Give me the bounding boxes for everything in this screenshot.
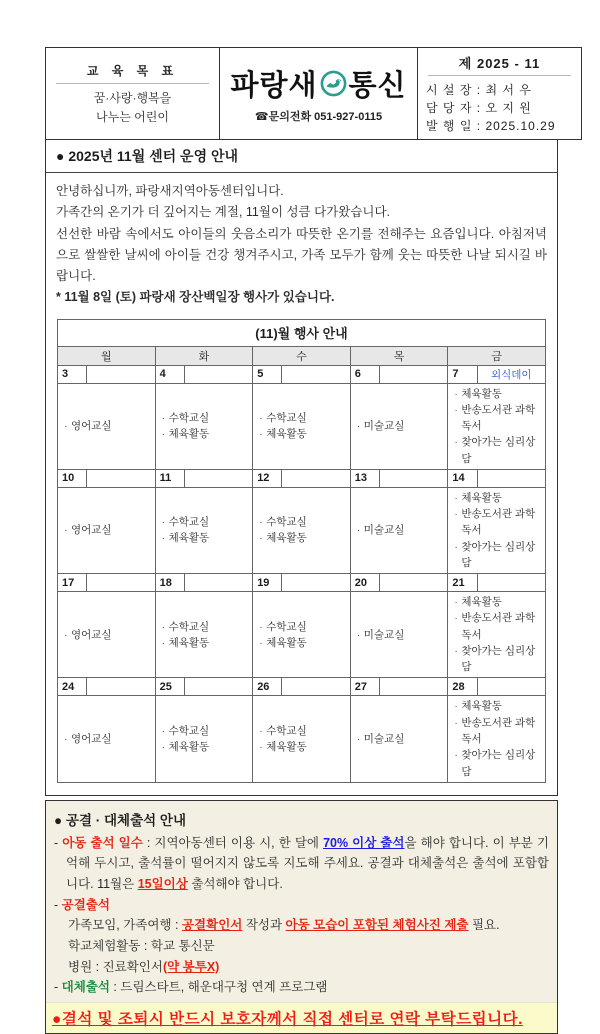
- substitute-attendance-label: 대체출석: [61, 980, 110, 995]
- calendar-activity-cell: [350, 383, 448, 469]
- divider: [56, 83, 209, 84]
- greeting-line3: 선선한 바람 속에서도 아이들의 웃음소리가 따뜻한 온기를 전해주는 요즘입니다. 아침저녁으로 쌀쌀한 날씨에 아이들 건강 챙겨주시고, 가족 모두가 함께 웃는 따뜻한 나날 되시길 바랍니다.: [56, 226, 547, 283]
- date-event-label: [380, 678, 447, 695]
- text: : 드림스타트, 해운대구청 연계 프로그램: [109, 980, 328, 995]
- date-number: 5: [253, 366, 282, 383]
- dash: -: [54, 897, 62, 912]
- calendar-date-cell: [253, 365, 351, 383]
- activity-item: · 미술교실: [357, 731, 445, 747]
- activity-item: · 체육활동: [454, 594, 542, 610]
- school-activity-line: 학교체험활동 : 학교 통신문: [68, 938, 215, 953]
- activity-item: · 영어교실: [64, 627, 152, 643]
- substitute-attendance-line: [54, 977, 549, 998]
- date-number: 10: [58, 470, 87, 487]
- brand-text-left: 파랑새: [230, 70, 318, 102]
- greeting-line2: 가족간의 온기가 더 깊어지는 계절, 11월이 성큼 다가왔습니다.: [56, 205, 391, 220]
- issue-number: 제 2025 - 11: [458, 56, 541, 71]
- calendar-activity-cell: [350, 487, 448, 573]
- calendar-date-cell: [253, 574, 351, 592]
- date-event-label: [380, 470, 447, 487]
- attendance-days-label: 아동 출석 일수: [62, 835, 143, 850]
- date-event-label: 외식데이: [490, 368, 532, 381]
- calendar-date-cell: [155, 365, 253, 383]
- weekday-header: 화: [155, 346, 253, 365]
- brand-text-right: 통신: [348, 70, 407, 102]
- divider: [428, 75, 571, 76]
- activity-item: · 수학교실: [162, 723, 250, 739]
- activity-item: · 체육활동: [454, 698, 542, 714]
- activity-item: · 미술교실: [357, 627, 445, 643]
- activity-item: · 수학교실: [259, 514, 347, 530]
- date-event-label: [185, 574, 252, 591]
- date-number: 27: [351, 678, 380, 695]
- calendar-activity-cell: [253, 487, 351, 573]
- date-event-label: [87, 678, 154, 695]
- fifteen-days-highlight: 15일이상: [137, 877, 188, 892]
- activity-item: · 찾아가는 심리상담: [454, 747, 542, 780]
- calendar-activity-cell: [253, 383, 351, 469]
- date-event-label: [87, 574, 154, 591]
- activity-item: · 찾아가는 심리상담: [454, 539, 542, 572]
- date-number: 20: [351, 574, 380, 591]
- date-event-label: [478, 574, 545, 591]
- education-goal-line2: 나누는 어린이: [96, 110, 169, 124]
- activity-item: · 체육활동: [454, 386, 542, 402]
- activity-item: · 수학교실: [259, 619, 347, 635]
- date-number: 26: [253, 678, 282, 695]
- date-event-label: [185, 470, 252, 487]
- activity-item: · 찾아가는 심리상담: [454, 643, 542, 676]
- greeting-line1: 안녕하십니까, 파랑새지역아동센터입니다.: [56, 184, 284, 198]
- date-event-label: [282, 366, 349, 383]
- calendar-date-cell: [350, 469, 448, 487]
- activity-item: · 체육활동: [454, 490, 542, 506]
- calendar-activity-cell: [155, 696, 253, 782]
- date-event-label: [282, 470, 349, 487]
- date-number: 17: [58, 574, 87, 591]
- newsletter-page: [45, 47, 558, 1034]
- date-number: 3: [58, 366, 87, 383]
- education-goal-cell: [46, 48, 220, 140]
- date-event-label: [478, 678, 545, 695]
- director-row: 시 설 장 : 최 서 우: [426, 83, 532, 97]
- no-medicine-bag-highlight: (약 봉투X): [162, 959, 220, 974]
- calendar-table: [57, 319, 546, 783]
- weekday-header: 수: [253, 346, 351, 365]
- calendar-activity-cell: [58, 383, 156, 469]
- phone-line: ☎문의전화 051-927-0115: [254, 111, 383, 123]
- calendar-date-cell: [350, 678, 448, 696]
- calendar-date-cell: [58, 469, 156, 487]
- calendar-date-cell: [448, 365, 546, 383]
- weekday-header: 금: [448, 346, 546, 365]
- date-event-label: [87, 366, 154, 383]
- activity-item: · 반송도서관 과학독서: [454, 506, 542, 539]
- text: 병원 : 진료확인서: [68, 959, 163, 974]
- date-number: 6: [351, 366, 380, 383]
- issue-info-cell: [418, 48, 582, 140]
- calendar-activity-cell: [253, 696, 351, 782]
- calendar-date-cell: [155, 469, 253, 487]
- hospital-line: [54, 957, 549, 978]
- activity-item: · 체육활동: [259, 635, 347, 651]
- activity-item: · 수학교실: [259, 410, 347, 426]
- date-event-label: [380, 574, 447, 591]
- date-number: 19: [253, 574, 282, 591]
- attendance-notice-box: [45, 800, 558, 1034]
- calendar-date-cell: [58, 678, 156, 696]
- calendar-activity-cell: [58, 487, 156, 573]
- weekday-header: 목: [350, 346, 448, 365]
- calendar-title: (11)월 행사 안내: [58, 319, 546, 346]
- date-number: 14: [448, 470, 477, 487]
- date-number: 28: [448, 678, 477, 695]
- section-title-operation: ● 2025년 11월 센터 운영 안내: [46, 140, 557, 173]
- date-number: 7: [448, 366, 477, 383]
- bluebird-logo-icon: [319, 70, 348, 97]
- activity-item: · 영어교실: [64, 418, 152, 434]
- date-event-label: [380, 366, 447, 383]
- calendar-date-cell: [448, 678, 546, 696]
- excuse-form-highlight: 공결확인서: [181, 918, 243, 933]
- photo-required-highlight: 아동 모습이 포함된 체험사진 제출: [285, 918, 469, 933]
- date-event-label: [185, 366, 252, 383]
- manager-row: 담 당 자 : 오 지 원: [426, 101, 532, 115]
- calendar-activity-cell: [350, 592, 448, 678]
- education-goal-line1: 꿈·사랑·행복을: [93, 91, 172, 106]
- dash: -: [54, 980, 62, 995]
- activity-item: · 반송도서관 과학독서: [454, 402, 542, 435]
- brand-cell: [220, 48, 418, 140]
- excused-attendance-label: 공결출석: [61, 897, 110, 912]
- calendar-activity-cell: [58, 696, 156, 782]
- date-event-label: [185, 678, 252, 695]
- activity-item: · 반송도서관 과학독서: [454, 715, 542, 748]
- date-event-label: [282, 678, 349, 695]
- calendar-date-cell: [448, 574, 546, 592]
- calendar-activity-cell: [448, 383, 546, 469]
- text: 가족모임, 가족여행 :: [68, 918, 182, 933]
- family-event-line: [54, 915, 549, 936]
- calendar-date-cell: [350, 574, 448, 592]
- date-number: 21: [448, 574, 477, 591]
- calendar-activity-cell: [448, 487, 546, 573]
- activity-item: · 영어교실: [64, 731, 152, 747]
- date-number: 13: [351, 470, 380, 487]
- activity-item: · 영어교실: [64, 522, 152, 538]
- calendar-date-cell: [253, 469, 351, 487]
- date-number: 4: [156, 366, 185, 383]
- calendar-activity-cell: [448, 592, 546, 678]
- seventy-percent-highlight: 70% 이상 출석: [323, 835, 405, 850]
- event-notice-line: * 11월 8일 (토) 파랑새 장산백일장 행사가 있습니다.: [56, 290, 335, 305]
- activity-item: · 수학교실: [259, 723, 347, 739]
- date-event-label: [478, 470, 545, 487]
- calendar-activity-cell: [155, 487, 253, 573]
- calendar-activity-cell: [350, 696, 448, 782]
- education-goal-title: 교 육 목 표: [86, 64, 179, 79]
- absence-contact-banner: ●결석 및 조퇴시 반드시 보호자께서 직접 센터로 연락 부탁드립니다.: [46, 1002, 557, 1033]
- activity-item: · 미술교실: [357, 418, 445, 434]
- text: 출석해야 합니다.: [187, 877, 283, 892]
- activity-item: · 수학교실: [162, 514, 250, 530]
- masthead-table: [45, 47, 582, 140]
- calendar-activity-cell: [155, 383, 253, 469]
- activity-item: · 체육활동: [162, 635, 250, 651]
- excused-attendance-heading: [54, 895, 549, 916]
- brand-title: [224, 63, 413, 104]
- calendar-date-cell: [448, 469, 546, 487]
- activity-item: · 수학교실: [162, 410, 250, 426]
- date-number: 24: [58, 678, 87, 695]
- calendar-date-cell: [155, 574, 253, 592]
- attendance-days-line: [54, 833, 549, 895]
- dash: -: [54, 835, 63, 850]
- activity-item: · 체육활동: [259, 426, 347, 442]
- operation-notice-box: [45, 140, 558, 796]
- activity-item: · 체육활동: [162, 530, 250, 546]
- activity-item: · 미술교실: [357, 522, 445, 538]
- activity-item: · 찾아가는 심리상담: [454, 434, 542, 467]
- activity-item: · 체육활동: [162, 426, 250, 442]
- date-event-label: [282, 574, 349, 591]
- calendar-date-cell: [350, 365, 448, 383]
- calendar-date-cell: [58, 574, 156, 592]
- calendar-date-cell: [253, 678, 351, 696]
- calendar-date-cell: [58, 365, 156, 383]
- activity-item: · 체육활동: [259, 530, 347, 546]
- date-number: 25: [156, 678, 185, 695]
- text: 을 해야 합니다. 이 부분 기억해 두시고, 출석률이 떨어지지 않도록 지도해 주세요. 공결과 대체출석은 출석에 포함합니다. 11월은: [66, 835, 550, 892]
- text: : 지역아동센터 이용 시, 한 달에: [142, 835, 324, 850]
- greeting-body: [46, 173, 557, 313]
- date-event-label: [87, 470, 154, 487]
- publish-date-row: 발 행 일 : 2025.10.29: [426, 119, 556, 133]
- weekday-header: 월: [58, 346, 156, 365]
- activity-item: · 반송도서관 과학독서: [454, 610, 542, 643]
- text: 필요.: [468, 918, 500, 933]
- text: 작성과: [242, 918, 286, 933]
- calendar-activity-cell: [253, 592, 351, 678]
- section-title-attendance: ● 공결 · 대체출석 안내: [54, 812, 186, 828]
- activity-item: · 수학교실: [162, 619, 250, 635]
- date-number: 18: [156, 574, 185, 591]
- calendar-date-cell: [155, 678, 253, 696]
- calendar-activity-cell: [58, 592, 156, 678]
- date-number: 12: [253, 470, 282, 487]
- calendar-activity-cell: [448, 696, 546, 782]
- date-number: 11: [156, 470, 185, 487]
- calendar-activity-cell: [155, 592, 253, 678]
- activity-item: · 체육활동: [259, 739, 347, 755]
- activity-item: · 체육활동: [162, 739, 250, 755]
